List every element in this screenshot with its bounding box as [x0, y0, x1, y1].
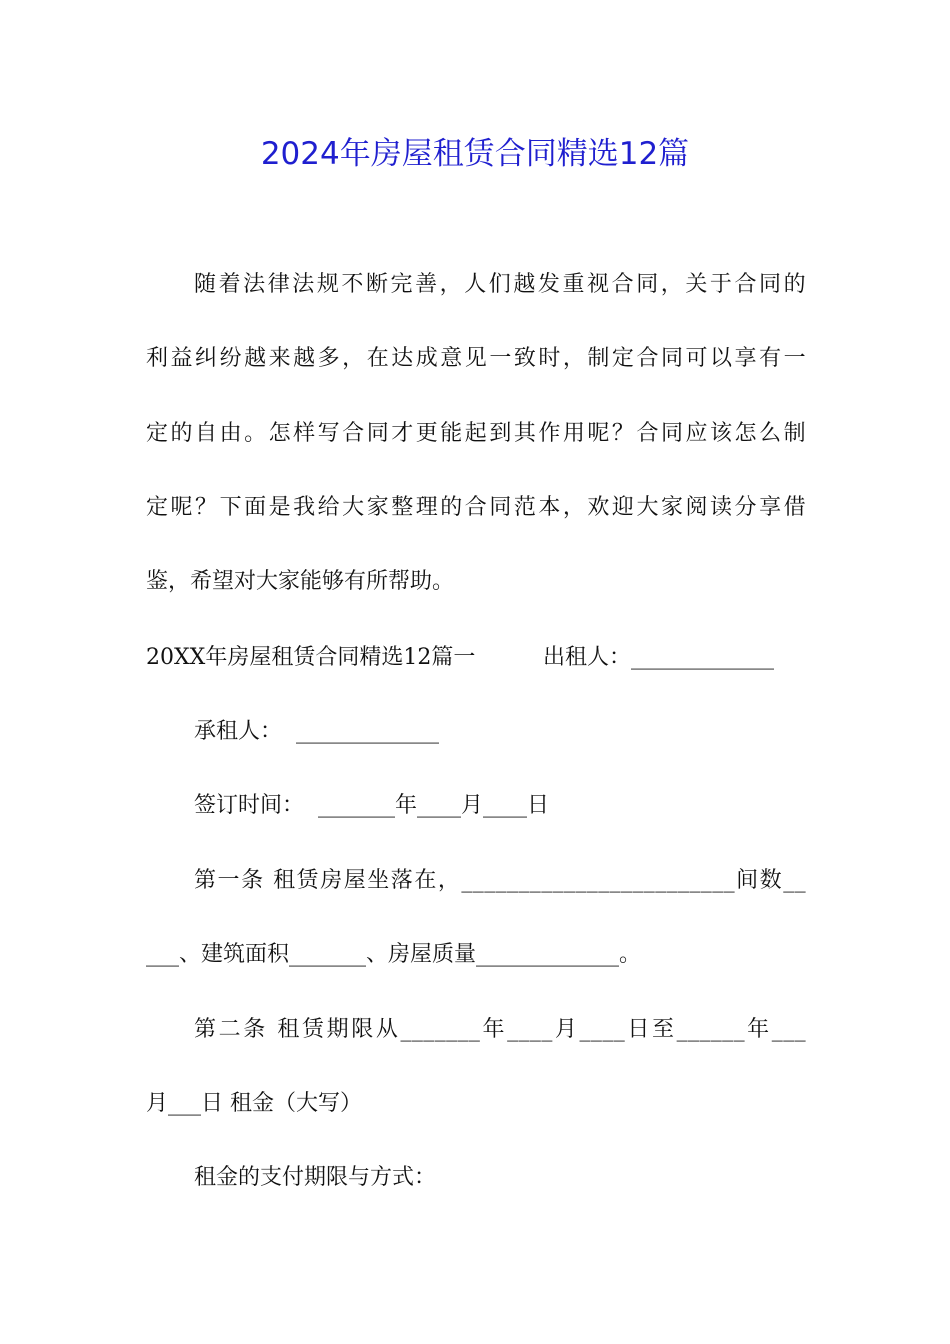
- article-2-line-2: 月___日 租金（大写）: [146, 1091, 362, 1116]
- sign-date-line: 签订时间： _______年____月____日: [194, 793, 549, 818]
- intro-line-1: 随着法律法规不断完善，人们越发重视合同，关于合同的: [194, 272, 806, 297]
- section-heading: 20XX年房屋租赁合同精选12篇一: [146, 645, 476, 670]
- intro-line-5: 鉴，希望对大家能够有所帮助。: [146, 569, 455, 594]
- lessee-line: 承租人： _____________: [194, 719, 439, 744]
- document-title: 2024年房屋租赁合同精选12篇: [260, 136, 690, 172]
- rent-payment-line: 租金的支付期限与方式：: [194, 1165, 437, 1190]
- intro-line-2: 利益纠纷越来越多，在达成意见一致时，制定合同可以享有一: [146, 346, 806, 371]
- article-1-line-1: 第一条 租赁房屋坐落在，________________________间数__: [194, 868, 806, 893]
- article-1-line-2: ___、建筑面积_______、房屋质量_____________。: [146, 942, 642, 967]
- intro-line-3: 定的自由。怎样写合同才更能起到其作用呢？合同应该怎么制: [146, 421, 806, 446]
- intro-line-4: 定呢？下面是我给大家整理的合同范本，欢迎大家阅读分享借: [146, 495, 806, 520]
- article-2-line-1: 第二条 租赁期限从_______年____月____日至______年___: [194, 1017, 806, 1042]
- lessor-line: 出租人：_____________: [543, 645, 775, 670]
